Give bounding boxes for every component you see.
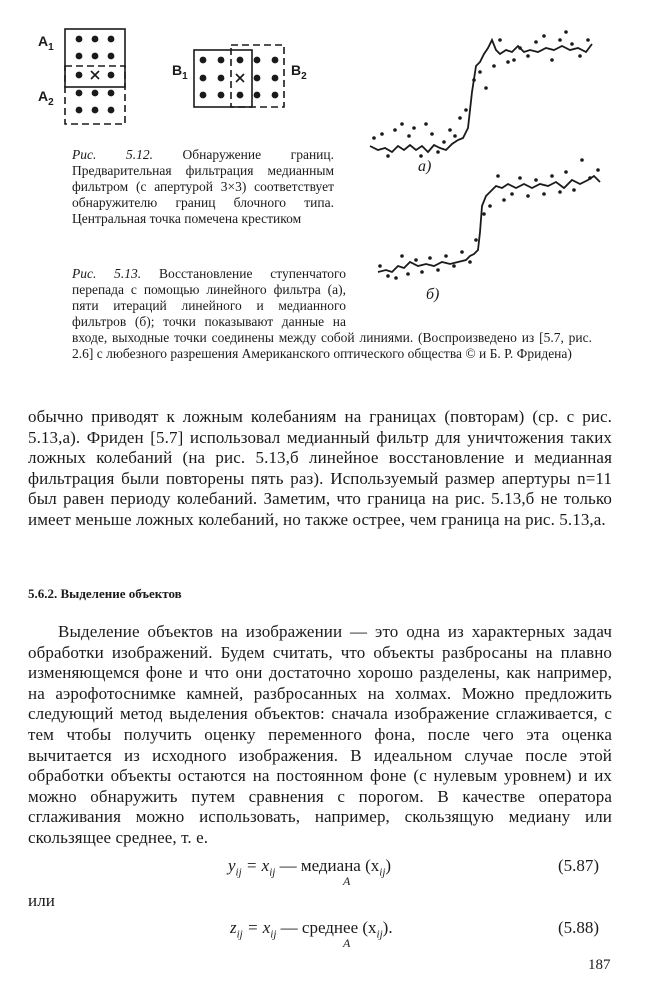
plot-b-points xyxy=(378,158,600,280)
plot-b-line xyxy=(378,176,600,272)
equation-5-88: $z_{ij} = x_{ij}$ — среднее $(x_{ij})$. xyxy=(230,918,393,941)
equation-5-87-number: (5.87) xyxy=(558,856,600,875)
label-b1: $B_1$ xyxy=(172,62,188,82)
panel-a-label: а) xyxy=(418,158,432,175)
or-word: или xyxy=(28,891,55,910)
section-heading: 5.6.2. Выделение объектов xyxy=(28,586,182,601)
equation-5-88-under: A xyxy=(343,936,351,950)
label-a1: $A_1$ xyxy=(38,33,54,53)
figure-5-13-plots xyxy=(0,0,648,310)
paragraph-2: Выделение объектов на изображении — это одна из характерных задач обработки изображений. Будем считать, что объекты разбросаны на плавно изменяющемся фоне и что они достаточно хорошо разделены, как например, на аэрофотоснимке камней, разбросанных на холмах. Можно предложить следующий метод выделения объектов: сначала изображение сглаживается, с тем чтобы получить оценку переменного фона, после чего эта оценка вычитается из исходного изображения. В идеальном случае после этой обработки объекты остаются на постоянном фоне (с нулевым уровнем) и их можно обнаружить путем сравнения с порогом. В качестве оператора сглаживания можно использовать, например, скользящую медиану или скользящее среднее, т. е. xyxy=(28,622,612,847)
page-number: 187 xyxy=(588,957,611,973)
equation-5-87-under: A xyxy=(343,874,351,888)
plot-a-line xyxy=(370,40,592,152)
panel-b-label: б) xyxy=(426,286,440,303)
equation-5-87: $y_{ij} = x_{ij}$ — медиана $(x_{ij})$ xyxy=(228,856,392,879)
label-b2: $B_2$ xyxy=(291,62,307,82)
figure-5-12-caption: Рис. 5.12. Обнаружение границ. Предварительная фильтрация медианным фильтром (с апертурой 3×3) соответствует обнаружителю границ блочного типа. Центральная точка помечена крестиком xyxy=(72,147,334,226)
paragraph-1: обычно приводят к ложным колебаниям на границах (повторам) (ср. с рис. 5.13,а). Фриден [5.7] использовал медианный фильтр для уничтожения таких ложных колебаний (на рис. 5.13,б линейное восстановление и медианная фильтрация были повторены пять раз). Используемый размер апертуры n=11 был равен периоду колебаний. Заметим, что граница на рис. 5.13,б не только имеет меньше ложных колебаний, но также острее, чем граница на рис. 5.13,а. xyxy=(28,407,612,529)
figure-5-13-caption: Рис. 5.13. Восстановление ступенчатого перепада с помощью линейного фильтра (а), пяти итераций линейного и медианного фильтров (б); точки показывают данные на входе, выходные точки соединены между собой линиями. (Воспроизведено из [5.7, рис. 2.6] с любезного разрешения Американского оптического общества © и Б. Р. Фридена) xyxy=(72,266,592,361)
equation-5-88-number: (5.88) xyxy=(558,918,600,937)
label-a2: $A_2$ xyxy=(38,88,54,108)
